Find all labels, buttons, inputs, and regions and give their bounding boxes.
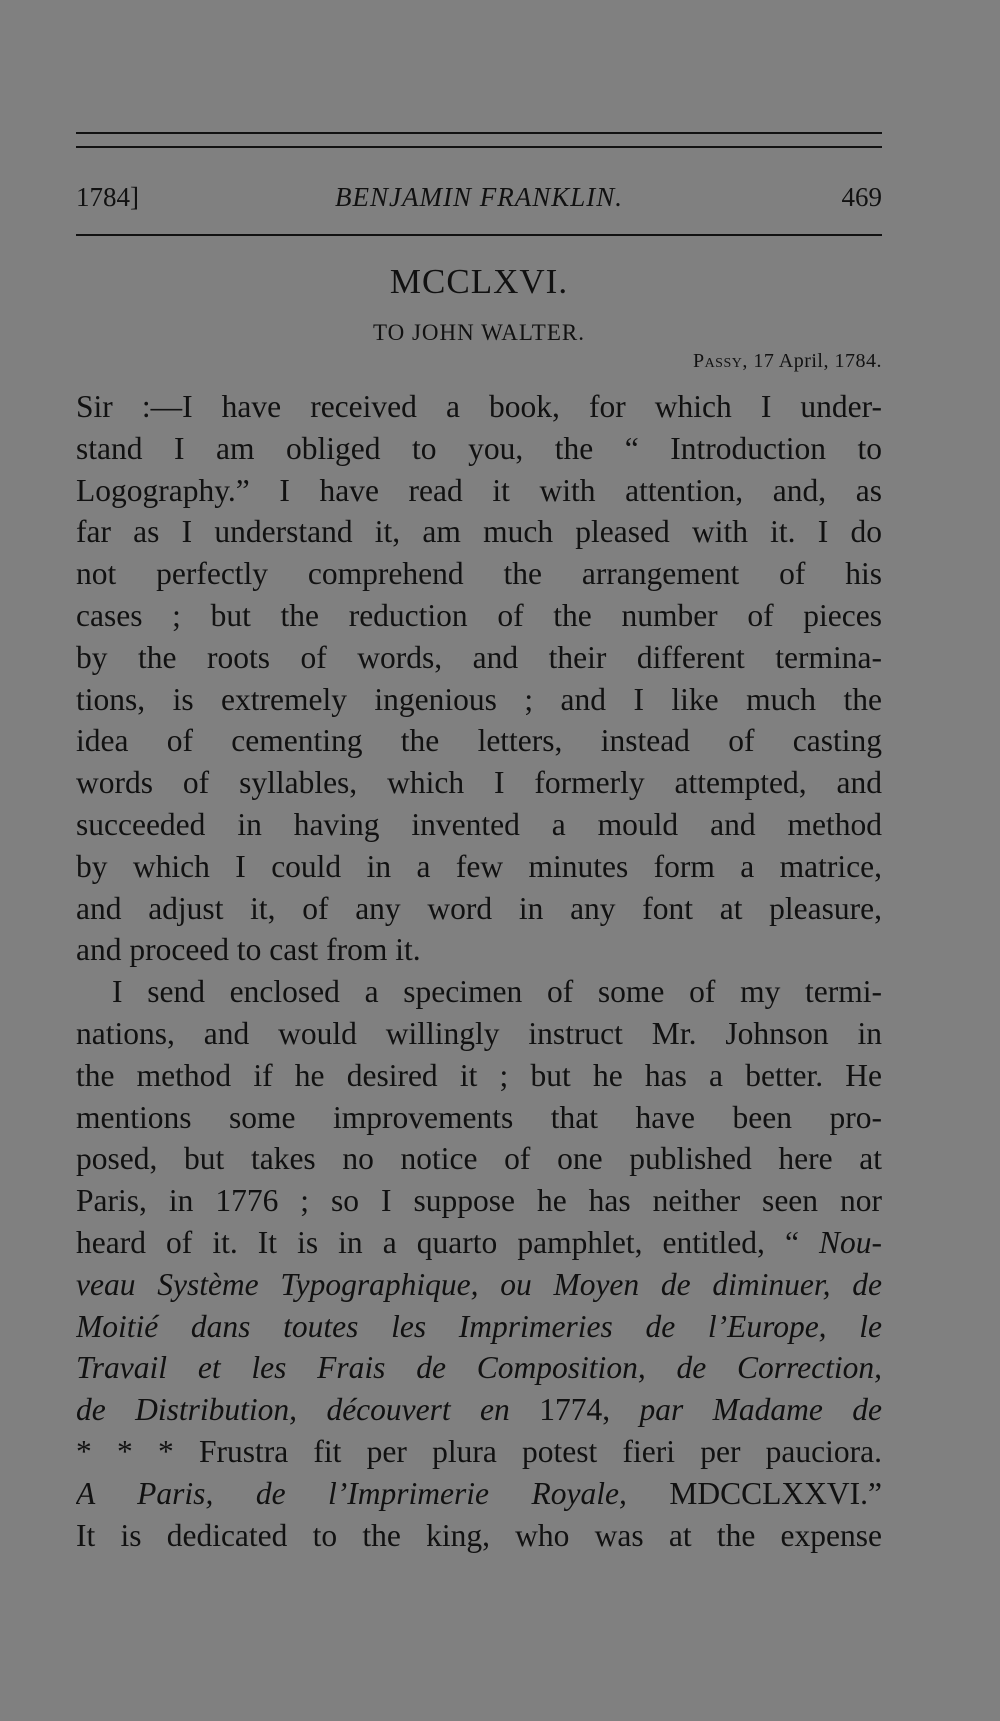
body-line: Logography.” I have read it with attention, and, as xyxy=(76,472,882,508)
body-line: succeeded in having invented a mould and method xyxy=(76,806,882,842)
body-line-part: 1774, xyxy=(509,1392,640,1428)
body-line: nations, and would willingly instruct Mr. Johnson in xyxy=(76,1015,882,1051)
running-head-year: 1784] xyxy=(76,182,139,212)
top-rule-1 xyxy=(76,132,882,134)
body-line: I send enclosed a specimen of some of my termi- xyxy=(112,974,882,1010)
body-line-italic: Moitié dans toutes les Imprimeries de l’Europe, le xyxy=(76,1308,882,1344)
body-line-part-italic: de Distribution, découvert en xyxy=(76,1392,510,1428)
page-number: 469 xyxy=(841,182,882,212)
letter-number: MCCLXVI. xyxy=(389,262,569,301)
top-rule-2 xyxy=(76,146,882,148)
dateline-date: , 17 April, 1784. xyxy=(742,350,882,372)
body-line: mentions some improvements that have been pro- xyxy=(76,1099,882,1135)
body-line-italic: veau Système Typographique, ou Moyen de diminuer, de xyxy=(76,1266,882,1302)
body-line: and adjust it, of any word in any font at pleasure, xyxy=(76,890,882,926)
letter-body xyxy=(76,386,882,1556)
body-line xyxy=(76,1222,882,1264)
body-line-part-italic: Nou- xyxy=(819,1224,882,1260)
body-line: and proceed to cast from it. xyxy=(76,932,421,968)
body-line-part-italic: A Paris, de l’Imprimerie Royale, xyxy=(76,1475,627,1511)
body-line: by which I could in a few minutes form a matrice, xyxy=(76,848,882,884)
body-line-part: MDCCLXXVI.” xyxy=(626,1475,882,1511)
dateline-place: Passy xyxy=(692,350,743,372)
body-line: posed, but takes no notice of one published here at xyxy=(76,1141,882,1177)
body-line: It is dedicated to the king, who was at the expense xyxy=(76,1517,882,1553)
body-line: stand I am obliged to you, the “ Introduction to xyxy=(76,430,882,466)
running-head xyxy=(76,182,882,222)
body-line: words of syllables, which I formerly attempted, and xyxy=(76,765,882,801)
body-line: tions, is extremely ingenious ; and I like much the xyxy=(76,681,882,717)
body-line: far as I understand it, am much pleased with it. I do xyxy=(76,514,882,550)
body-line xyxy=(76,1389,882,1431)
body-line: the method if he desired it ; but he has a better. He xyxy=(76,1057,882,1093)
body-line-part: heard of it. It is in a quarto pamphlet, entitled, “ xyxy=(76,1224,819,1260)
body-line: not perfectly comprehend the arrangement of his xyxy=(76,556,882,592)
body-line: idea of cementing the letters, instead of casting xyxy=(76,723,882,759)
letter-dateline xyxy=(693,350,882,373)
body-line: Sir :—I have received a book, for which I under- xyxy=(76,389,882,424)
letter-addressee: TO JOHN WALTER. xyxy=(372,320,585,345)
body-line: * * * Frustra fit per plura potest fieri per pauciora. xyxy=(76,1433,882,1469)
body-line-italic: Travail et les Frais de Composition, de Correction, xyxy=(76,1350,882,1386)
body-line: cases ; but the reduction of the number of pieces xyxy=(76,597,882,633)
body-line-part-italic: par Madame de xyxy=(639,1392,882,1428)
header-rule xyxy=(76,234,882,236)
running-head-title: BENJAMIN FRANKLIN. xyxy=(335,182,623,212)
body-line xyxy=(76,1473,882,1515)
body-line: Paris, in 1776 ; so I suppose he has neither seen nor xyxy=(76,1183,882,1219)
body-line: by the roots of words, and their different termina- xyxy=(76,639,882,675)
